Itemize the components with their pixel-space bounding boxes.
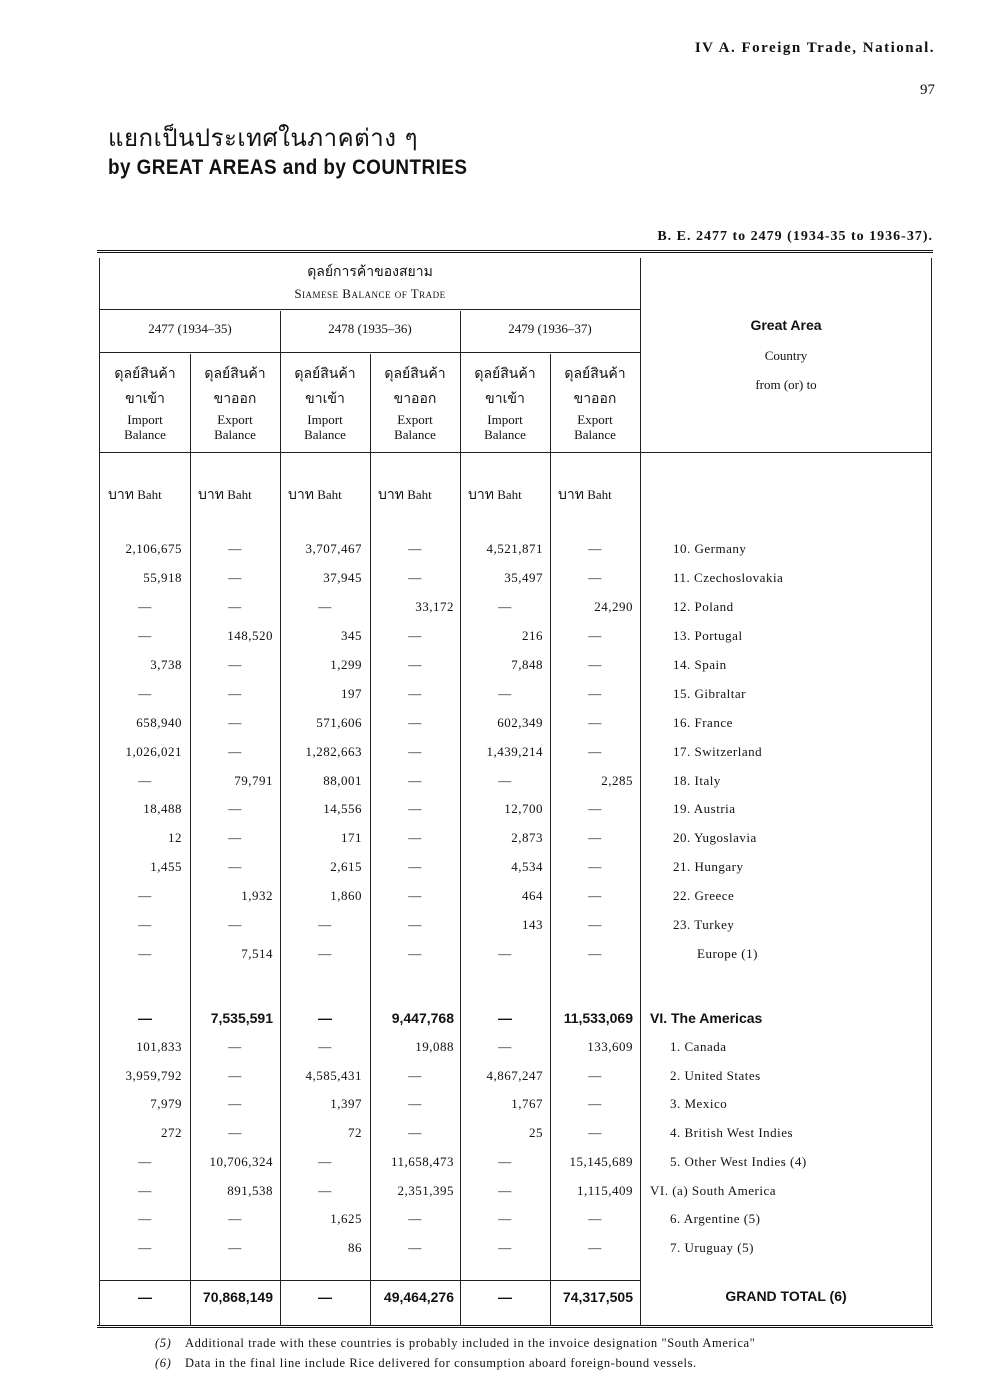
table-cell-value: — (498, 1154, 512, 1169)
column-divider (370, 354, 371, 1326)
table-cell-value: — (228, 599, 242, 614)
export-header-english-line1: Export (217, 412, 253, 427)
import-header-english-line2: Balance (484, 427, 526, 442)
table-cell-value: — (138, 1240, 152, 1255)
table-cell-value: 571,606 (316, 715, 362, 730)
import-header-english-line2: Balance (124, 427, 166, 442)
table-cell-value: 15,145,689 (569, 1154, 633, 1169)
table-cell-value: — (408, 570, 422, 585)
table-cell-value: 1,860 (330, 888, 362, 903)
table-cell-value: 12,700 (504, 801, 543, 816)
country-label: 10. Germany (673, 541, 747, 556)
table-cell-value: — (588, 541, 602, 556)
group-header-english: Siamese Balance of Trade (294, 286, 446, 301)
country-label: VI. The Americas (650, 1010, 763, 1026)
unit-label (468, 484, 522, 506)
table-left-border (99, 258, 100, 1326)
table-cell-value: 7,535,591 (210, 1010, 273, 1026)
table-cell-value: — (408, 686, 422, 701)
table-cell-value: 12 (168, 830, 182, 845)
table-cell-value: — (408, 830, 422, 845)
footnote-6 (155, 1356, 697, 1371)
header-rule (100, 309, 640, 310)
table-cell-value: — (138, 1010, 152, 1026)
running-head: IV A. Foreign Trade, National. (694, 40, 935, 56)
table-cell-value: 72 (348, 1125, 362, 1140)
table-cell-value: 24,290 (594, 599, 633, 614)
table-cell-value: 1,767 (511, 1096, 543, 1111)
table-cell-value: 1,397 (330, 1096, 362, 1111)
table-cell-value: — (588, 859, 602, 874)
country-label: 3. Mexico (670, 1096, 728, 1111)
table-cell-value: — (138, 1154, 152, 1169)
table-cell-value: — (408, 917, 422, 932)
table-cell-value: — (408, 801, 422, 816)
table-cell-value: — (228, 1096, 242, 1111)
table-cell-value: — (318, 599, 332, 614)
table-cell-value: — (588, 1240, 602, 1255)
country-label: 5. Other West Indies (4) (670, 1154, 807, 1169)
table-cell-value: 1,439,214 (486, 744, 543, 759)
table-cell-value: — (228, 1039, 242, 1054)
table-cell-value: — (228, 1211, 242, 1226)
table-cell-value: — (408, 888, 422, 903)
country-label: VI. (a) South America (650, 1183, 777, 1198)
table-cell-value: 143 (522, 917, 543, 932)
table-cell-value: 14,556 (323, 801, 362, 816)
export-header-english-line2: Balance (394, 427, 436, 442)
table-cell-value: — (318, 1010, 332, 1026)
table-cell-value: 7,848 (511, 657, 543, 672)
table-cell-value: 2,351,395 (397, 1183, 454, 1198)
unit-thai: บาท (198, 487, 224, 503)
table-cell-value: — (588, 715, 602, 730)
footnote-5 (155, 1336, 755, 1351)
table-cell-value: 1,932 (241, 888, 273, 903)
table-cell-value: — (138, 946, 152, 961)
table-cell-value: 4,534 (511, 859, 543, 874)
table-cell-value: 1,115,409 (576, 1183, 633, 1198)
table-cell-value: — (408, 1211, 422, 1226)
table-cell-value: — (228, 657, 242, 672)
table-cell-value: — (228, 570, 242, 585)
table-cell-value: 148,520 (227, 628, 273, 643)
unit-label (558, 484, 612, 506)
country-label: 11. Czechoslovakia (673, 570, 784, 585)
table-cell-value: — (498, 1183, 512, 1198)
column-divider (550, 354, 551, 1326)
table-cell-value: — (228, 830, 242, 845)
table-cell-value: — (588, 1125, 602, 1140)
country-label: 7. Uruguay (5) (670, 1240, 754, 1255)
table-cell-value: 891,538 (227, 1183, 273, 1198)
table-cell-value: 55,918 (143, 570, 182, 585)
export-header-english-line1: Export (397, 412, 433, 427)
import-header-english-line1: Import (487, 412, 523, 427)
table-cell-value: — (588, 830, 602, 845)
table-cell-value: 3,707,467 (305, 541, 362, 556)
country-label: 1. Canada (670, 1039, 727, 1054)
export-header-thai-line2: ขาออก (213, 391, 257, 407)
table-cell-value: — (498, 599, 512, 614)
export-header-english-line1: Export (577, 412, 613, 427)
grand-total-value: — (138, 1289, 152, 1305)
table-cell-value: 133,609 (587, 1039, 633, 1054)
table-cell-value: 216 (522, 628, 543, 643)
country-label: 14. Spain (673, 657, 727, 672)
unit-label (288, 484, 342, 506)
page-title-english: by GREAT AREAS and by COUNTRIES (108, 156, 468, 179)
table-cell-value: 658,940 (136, 715, 182, 730)
table-cell-value: 197 (341, 686, 362, 701)
country-label: 19. Austria (673, 801, 736, 816)
table-cell-value: — (408, 773, 422, 788)
unit-english: Baht (227, 487, 252, 502)
export-header-thai-line1: ดุลย์สินค้า (204, 366, 266, 382)
table-cell-value: — (138, 686, 152, 701)
table-cell-value: — (498, 1211, 512, 1226)
period-label: B. E. 2477 to 2479 (1934-35 to 1936-37). (657, 229, 933, 244)
table-cell-value: 1,455 (150, 859, 182, 874)
table-cell-value: — (588, 657, 602, 672)
table-cell-value: 464 (522, 888, 543, 903)
table-cell-value: — (138, 888, 152, 903)
import-header-english-line1: Import (127, 412, 163, 427)
table-cell-value: 4,585,431 (305, 1068, 362, 1083)
table-cell-value: 101,833 (136, 1039, 182, 1054)
table-cell-value: — (318, 946, 332, 961)
table-cell-value: 1,282,663 (305, 744, 362, 759)
table-cell-value: — (408, 1125, 422, 1140)
table-cell-value: 7,514 (241, 946, 273, 961)
grand-total-value: — (498, 1289, 512, 1305)
grand-total-value: 74,317,505 (562, 1289, 633, 1305)
year-header-2477: 2477 (1934–35) (148, 321, 232, 336)
page-number: 97 (920, 82, 935, 98)
country-label: 12. Poland (673, 599, 734, 614)
table-cell-value: 18,488 (143, 801, 182, 816)
year-header-2478: 2478 (1935–36) (328, 321, 412, 336)
table-cell-value: — (138, 628, 152, 643)
footnote-6-text: Data in the final line include Rice delivered for consumption aboard foreign-bound vessels. (185, 1356, 697, 1370)
table-cell-value: 2,873 (511, 830, 543, 845)
table-cell-value: — (588, 1068, 602, 1083)
country-label: Europe (1) (697, 946, 758, 961)
table-cell-value: 272 (161, 1125, 182, 1140)
page-title-thai: แยกเป็นประเทศในภาคต่าง ๆ (108, 124, 418, 152)
country-label: 6. Argentine (5) (670, 1211, 761, 1226)
column-divider (190, 354, 191, 1326)
table-cell-value: 11,658,473 (390, 1154, 454, 1169)
table-cell-value: 88,001 (323, 773, 362, 788)
unit-thai: บาท (468, 487, 494, 503)
table-cell-value: — (228, 715, 242, 730)
unit-english: Baht (137, 487, 162, 502)
table-cell-value: — (228, 917, 242, 932)
country-label: 4. British West Indies (670, 1125, 794, 1140)
export-header-english-line2: Balance (214, 427, 256, 442)
subheader-rule (100, 452, 932, 453)
unit-label (378, 484, 432, 506)
country-label: 15. Gibraltar (673, 686, 746, 701)
country-label: 2. United States (670, 1068, 761, 1083)
year-header-2479: 2479 (1936–37) (508, 321, 592, 336)
table-cell-value: — (318, 1154, 332, 1169)
country-label: 21. Hungary (673, 859, 744, 874)
table-cell-value: — (228, 1240, 242, 1255)
export-header-english-line2: Balance (574, 427, 616, 442)
unit-label (108, 484, 162, 506)
table-cell-value: — (408, 541, 422, 556)
table-cell-value: — (408, 657, 422, 672)
table-cell-value: — (588, 570, 602, 585)
footnote-5-text: Additional trade with these countries is probably included in the invoice designation "South America" (185, 1336, 756, 1350)
grand-total-value: 70,868,149 (202, 1289, 273, 1305)
table-cell-value: — (138, 917, 152, 932)
import-header-thai-line1: ดุลย์สินค้า (474, 366, 536, 382)
table-cell-value: 1,299 (330, 657, 362, 672)
table-cell-value: — (228, 744, 242, 759)
table-cell-value: 4,867,247 (486, 1068, 543, 1083)
column-divider (280, 311, 281, 1326)
table-cell-value: — (588, 917, 602, 932)
table-cell-value: 171 (341, 830, 362, 845)
area-header: Great Area (750, 317, 822, 333)
table-cell-value: — (228, 541, 242, 556)
table-cell-value: — (588, 1211, 602, 1226)
unit-thai: บาท (108, 487, 134, 503)
import-header-thai-line2: ขาเข้า (305, 391, 345, 407)
table-cell-value: 4,521,871 (486, 541, 543, 556)
import-header-english-line2: Balance (304, 427, 346, 442)
table-cell-value: — (498, 946, 512, 961)
table-cell-value: — (228, 859, 242, 874)
unit-english: Baht (407, 487, 432, 502)
area-column-divider (640, 258, 641, 1326)
country-label: 17. Switzerland (673, 744, 763, 759)
unit-thai: บาท (288, 487, 314, 503)
table-cell-value: — (588, 801, 602, 816)
table-cell-value: 19,088 (415, 1039, 454, 1054)
table-cell-value: 1,625 (330, 1211, 362, 1226)
table-cell-value: — (588, 1096, 602, 1111)
table-cell-value: — (228, 1068, 242, 1083)
import-header-english-line1: Import (307, 412, 343, 427)
export-header-thai-line1: ดุลย์สินค้า (384, 366, 446, 382)
table-cell-value: 2,285 (601, 773, 633, 788)
table-cell-value: 25 (529, 1125, 543, 1140)
country-label: 13. Portugal (673, 628, 743, 643)
table-cell-value: — (408, 744, 422, 759)
import-header-thai-line1: ดุลย์สินค้า (114, 366, 176, 382)
table-cell-value: — (408, 628, 422, 643)
footnote-6-mark: (6) (155, 1356, 172, 1370)
import-header-thai-line2: ขาเข้า (485, 391, 525, 407)
table-cell-value: — (138, 1211, 152, 1226)
unit-english: Baht (497, 487, 522, 502)
unit-label (198, 484, 252, 506)
table-cell-value: — (318, 1183, 332, 1198)
unit-english: Baht (587, 487, 612, 502)
table-cell-value: 37,945 (323, 570, 362, 585)
table-cell-value: — (138, 773, 152, 788)
table-cell-value: — (228, 1125, 242, 1140)
table-cell-value: — (408, 715, 422, 730)
table-right-border (931, 258, 932, 1326)
table-cell-value: — (228, 686, 242, 701)
table-cell-value: 1,026,021 (125, 744, 182, 759)
column-divider (460, 311, 461, 1326)
table-cell-value: — (498, 686, 512, 701)
table-cell-value: 3,959,792 (125, 1068, 182, 1083)
year-rule (100, 352, 640, 353)
country-label: 20. Yugoslavia (673, 830, 757, 845)
table-cell-value: — (498, 773, 512, 788)
table-cell-value: — (498, 1240, 512, 1255)
table-cell-value: 602,349 (497, 715, 543, 730)
table-cell-value: — (408, 946, 422, 961)
table-cell-value: 3,738 (150, 657, 182, 672)
area-subheader-direction: from (or) to (755, 377, 817, 392)
table-cell-value: 10,706,324 (209, 1154, 273, 1169)
table-cell-value: — (498, 1039, 512, 1054)
grand-total-value: 49,464,276 (383, 1289, 454, 1305)
table-cell-value: 86 (348, 1240, 362, 1255)
export-header-thai-line2: ขาออก (393, 391, 437, 407)
table-cell-value: — (408, 1096, 422, 1111)
country-label: 16. France (673, 715, 733, 730)
table-cell-value: — (588, 946, 602, 961)
table-cell-value: — (498, 1010, 512, 1026)
table-cell-value: — (228, 801, 242, 816)
table-cell-value: — (318, 917, 332, 932)
table-cell-value: 11,533,069 (563, 1010, 633, 1026)
grand-total-label: GRAND TOTAL (6) (725, 1288, 847, 1304)
table-cell-value: 2,106,675 (125, 541, 182, 556)
table-cell-value: — (408, 859, 422, 874)
table-cell-value: 33,172 (415, 599, 454, 614)
unit-thai: บาท (558, 487, 584, 503)
table-cell-value: — (408, 1240, 422, 1255)
group-header-thai: ดุลย์การค้าของสยาม (307, 264, 433, 280)
table-cell-value: — (588, 888, 602, 903)
country-label: 22. Greece (673, 888, 735, 903)
country-label: 18. Italy (673, 773, 721, 788)
import-header-thai-line2: ขาเข้า (125, 391, 165, 407)
import-header-thai-line1: ดุลย์สินค้า (294, 366, 356, 382)
table-cell-value: — (588, 744, 602, 759)
table-cell-value: 7,979 (150, 1096, 182, 1111)
table-cell-value: 2,615 (330, 859, 362, 874)
table-cell-value: — (318, 1039, 332, 1054)
table-cell-value: 9,447,768 (391, 1010, 454, 1026)
table-cell-value: — (408, 1068, 422, 1083)
table-cell-value: — (138, 599, 152, 614)
table-cell-value: — (588, 686, 602, 701)
export-header-thai-line1: ดุลย์สินค้า (564, 366, 626, 382)
table-cell-value: 345 (341, 628, 362, 643)
country-label: 23. Turkey (673, 917, 735, 932)
grand-total-value: — (318, 1289, 332, 1305)
table-cell-value: — (138, 1183, 152, 1198)
unit-thai: บาท (378, 487, 404, 503)
table-cell-value: 79,791 (234, 773, 273, 788)
unit-english: Baht (317, 487, 342, 502)
export-header-thai-line2: ขาออก (573, 391, 617, 407)
area-subheader-country: Country (764, 348, 808, 363)
table-cell-value: 35,497 (504, 570, 543, 585)
table-cell-value: — (588, 628, 602, 643)
footnote-5-mark: (5) (155, 1336, 172, 1350)
